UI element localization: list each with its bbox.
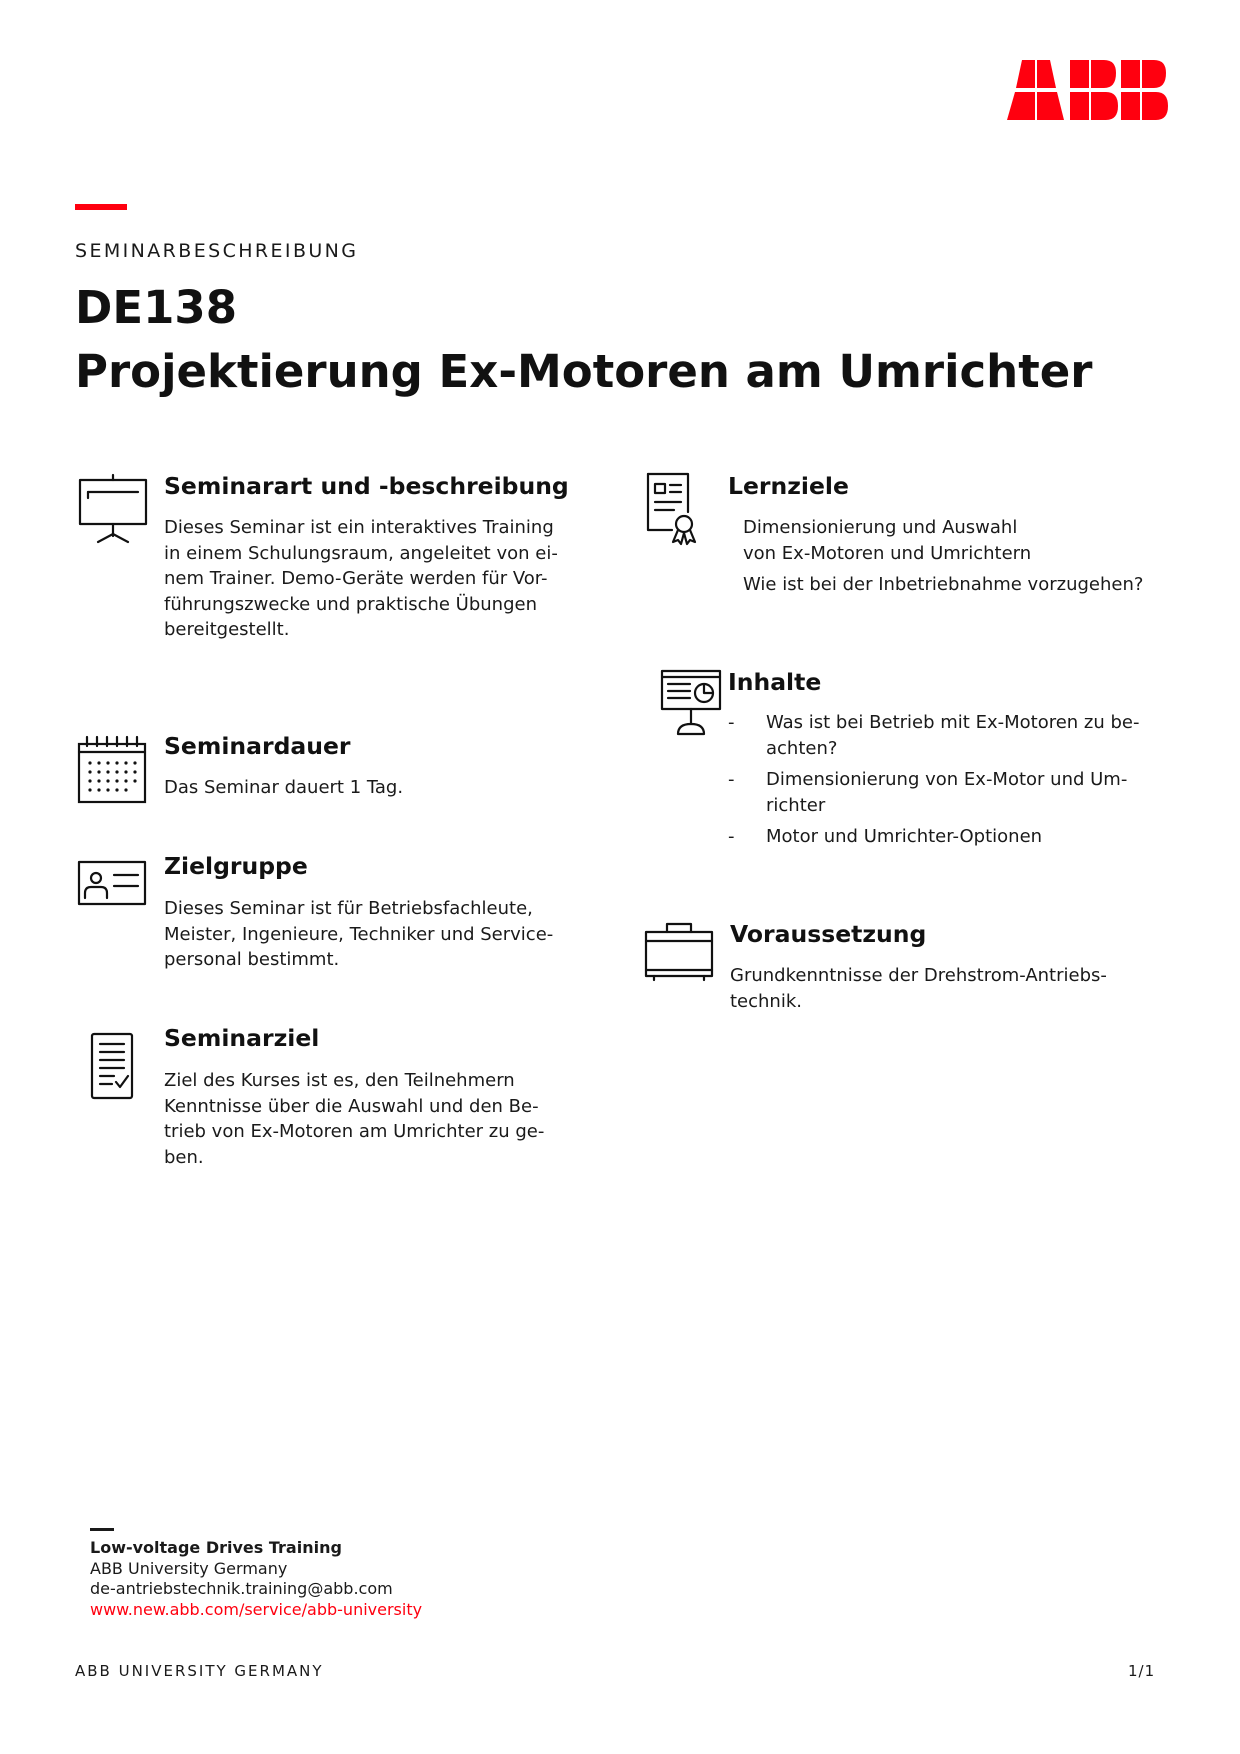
text-line: trieb von Ex-Motoren am Umrichter zu ge-: [164, 1121, 545, 1142]
document-type-label: SEMINARBESCHREIBUNG: [75, 240, 359, 262]
bullet-dash: -: [728, 712, 735, 733]
section-heading-lernziele: Lernziele: [728, 472, 849, 500]
section-heading-zielgruppe: Zielgruppe: [164, 852, 308, 880]
course-code: DE138: [75, 281, 238, 334]
list-item: [728, 824, 1140, 850]
bullet-dash: -: [728, 769, 735, 790]
footer-org: Low-voltage Drives Training: [90, 1538, 342, 1557]
section-heading-seminarart: Seminarart und -beschreibung: [164, 472, 569, 500]
list-item-text: achten?: [766, 737, 838, 759]
text-line: technik.: [730, 990, 802, 1012]
footer-contact: [90, 1538, 422, 1620]
text-line: Dimensionierung und Auswahl: [743, 517, 1018, 538]
list-item-text: Was ist bei Betrieb mit Ex-Motoren zu be-: [766, 712, 1140, 733]
section-text-zielgruppe: [164, 896, 553, 973]
footer-divider: [90, 1528, 114, 1531]
abb-logo: [1006, 58, 1168, 122]
section-text-seminardauer: Das Seminar dauert 1 Tag.: [164, 777, 404, 798]
section-text-seminarart: [164, 515, 558, 643]
text-line: personal bestimmt.: [164, 949, 340, 970]
page-number: 1/1: [1128, 1662, 1156, 1680]
list-item-text: Motor und Umrichter-Optionen: [766, 826, 1043, 847]
section-text-voraussetzung: [730, 963, 1107, 1014]
section-heading-voraussetzung: Voraussetzung: [730, 920, 927, 948]
text-line: ben.: [164, 1146, 204, 1168]
list-item: [728, 710, 1140, 761]
text-line: bereitgestellt.: [164, 619, 290, 640]
text-line: Wie ist bei der Inbetriebnahme vorzugehen?: [743, 574, 1144, 595]
presentation-chart-icon: [654, 668, 728, 742]
section-heading-seminarziel: Seminarziel: [164, 1024, 320, 1052]
id-card-icon: [76, 848, 150, 922]
text-line: in einem Schulungsraum, angeleitet von ei-: [164, 542, 558, 564]
certificate-icon: [642, 472, 716, 546]
calendar-icon: [76, 732, 150, 806]
list-item-text: richter: [766, 794, 826, 816]
section-text-seminarziel: [164, 1068, 544, 1170]
course-title: Projektierung Ex-Motoren am Umrichter: [75, 345, 1093, 398]
footer-unit: ABB University Germany: [90, 1558, 288, 1578]
checklist-document-icon: [76, 1030, 150, 1104]
page-title: [75, 276, 1092, 404]
list-item-text: Dimensionierung von Ex-Motor und Um-: [766, 769, 1128, 790]
content-list: [728, 710, 1140, 856]
text-line: Ziel des Kurses ist es, den Teilnehmern: [164, 1070, 515, 1091]
text-line: Grundkenntnisse der Drehstrom-Antriebs-: [730, 965, 1107, 986]
toolbox-icon: [642, 916, 716, 990]
text-line: nem Trainer. Demo-Geräte werden für Vor-: [164, 568, 548, 589]
section-heading-inhalte: Inhalte: [728, 668, 822, 696]
text-line: Dieses Seminar ist ein interaktives Training: [164, 517, 554, 538]
text-line: führungszwecke und praktische Übungen: [164, 593, 537, 615]
list-item: [728, 767, 1140, 818]
accent-bar: [75, 204, 127, 210]
footer-email[interactable]: de-antriebstechnik.training@abb.com: [90, 1579, 393, 1598]
text-line: von Ex-Motoren und Umrichtern: [743, 542, 1032, 564]
text-line: Dieses Seminar ist für Betriebsfachleute,: [164, 898, 533, 919]
presentation-board-icon: [76, 472, 150, 546]
text-line: Kenntnisse über die Auswahl und den Be-: [164, 1095, 539, 1117]
bullet-dash: -: [728, 826, 735, 847]
footer-brand-label: ABB UNIVERSITY GERMANY: [75, 1662, 324, 1680]
text-line: Meister, Ingenieure, Techniker und Service-: [164, 923, 554, 945]
footer-url-link[interactable]: www.new.abb.com/service/abb-university: [90, 1599, 423, 1619]
section-text-lernziele: [743, 515, 1143, 598]
section-heading-seminardauer: Seminardauer: [164, 732, 351, 760]
